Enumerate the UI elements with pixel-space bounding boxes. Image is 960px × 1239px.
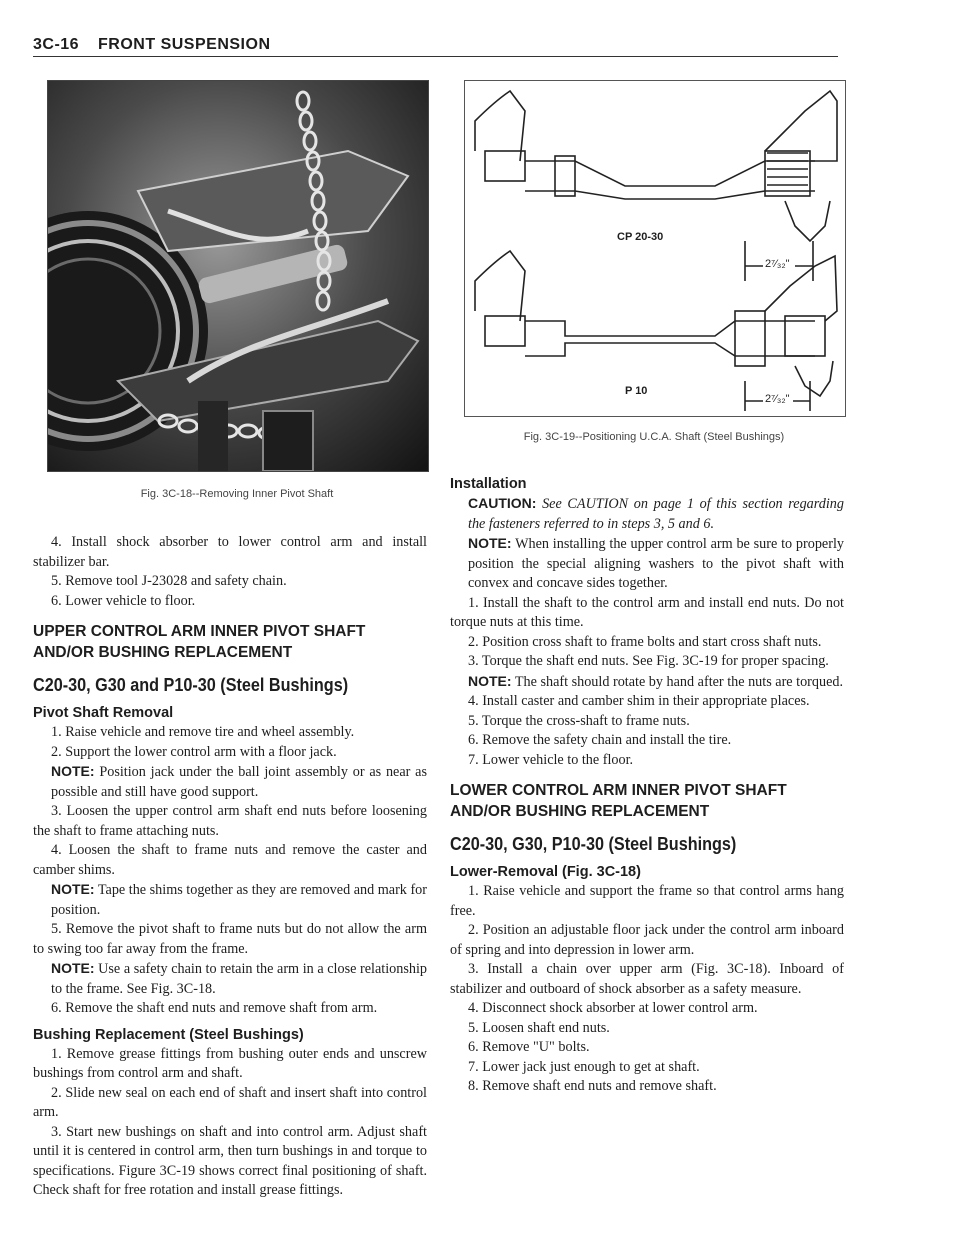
figure-3c-18-photo — [47, 80, 429, 472]
right-column — [450, 474, 844, 1097]
note-text: Tape the shims together as they are removed and mark for position. — [51, 882, 427, 918]
diagram-label-cp-20-30: CP 20-30 — [617, 231, 664, 243]
step: 3. Start new bushings on shaft and into control arm. Adjust shaft until it is centered in control arm, then turn bushings in and torque to specifications. Figure 3C-19 shows correct final positioning of shaft. Check shaft for free rotation and install grease fittings. — [33, 1123, 427, 1198]
step: 4. Loosen the shaft to frame nuts and remove the caster and camber shims. — [33, 842, 427, 878]
step: 6. Remove the shaft end nuts and remove shaft from arm. — [51, 1000, 378, 1016]
step: 2. Slide new seal on each end of shaft and insert shaft into control arm. — [33, 1084, 427, 1120]
step: 6. Remove the safety chain and install the tire. — [468, 732, 732, 748]
step: 3. Loosen the upper control arm shaft end nuts before loosening the shaft to frame attaching nuts. — [33, 803, 427, 839]
step: 7. Lower vehicle to the floor. — [468, 751, 634, 768]
procedure-heading-bushing-replacement: Bushing Replacement (Steel Bushings) — [33, 1026, 304, 1043]
diagram-label-p10: P 10 — [625, 385, 648, 397]
note-text: Use a safety chain to retain the arm in a close relationship to the frame. See Fig. 3C-18. — [51, 961, 427, 997]
section-heading-lower-arm: LOWER CONTROL ARM INNER PIVOT SHAFT AND/OR BUSHING REPLACEMENT — [450, 782, 787, 820]
diagram-dimension-top: 2⁷⁄₃₂" — [765, 258, 790, 270]
figure-3c-19-caption: Fig. 3C-19--Positioning U.C.A. Shaft (Steel Bushings) — [523, 431, 785, 443]
step: 1. Raise vehicle and support the frame so that control arms hang free. — [450, 883, 844, 919]
note-label: NOTE: — [468, 535, 512, 551]
section-heading-upper-arm: UPPER CONTROL ARM INNER PIVOT SHAFT AND/OR BUSHING REPLACEMENT — [33, 623, 366, 661]
step: 1. Raise vehicle and remove tire and wheel assembly. — [51, 724, 355, 740]
note-label: NOTE: — [51, 763, 95, 779]
note-label: NOTE: — [468, 672, 512, 689]
procedure-heading-pivot-shaft-removal: Pivot Shaft Removal — [33, 705, 174, 721]
note — [33, 880, 427, 920]
subsection-heading: C20-30, G30 and P10-30 (Steel Bushings) — [33, 675, 349, 695]
note — [33, 762, 427, 802]
step: 6. Remove "U" bolts. — [468, 1039, 590, 1055]
note-text: Position jack under the ball joint assembly or as near as possible and still have good support. — [51, 764, 427, 800]
paragraph: 4. Install shock absorber to lower control arm and install stabilizer bar. — [33, 534, 427, 570]
note-text: When installing the upper control arm be sure to properly position the special aligning washers to the pivot shaft with convex and concave sides together. — [468, 536, 844, 591]
note — [450, 672, 844, 693]
caution-label: CAUTION: — [468, 495, 537, 511]
figure-3c-18-caption: Fig. 3C-18--Removing Inner Pivot Shaft — [140, 488, 334, 500]
step: 5. Loosen shaft end nuts. — [468, 1019, 610, 1036]
step: 2. Position an adjustable floor jack under the control arm inboard of spring and into depression in lower arm. — [450, 922, 844, 958]
step: 4. Install caster and camber shim in their appropriate places. — [468, 693, 810, 709]
shaft-positioning-diagram — [465, 81, 845, 416]
note — [450, 534, 844, 594]
caution-text: See CAUTION on page 1 of this section regarding the fasteners referred to in steps 3, 5 and 6. — [468, 496, 844, 532]
step: 3. Install a chain over upper arm (Fig. 3C-18). Inboard of stabilizer and outboard of shock absorber as a safety measure. — [450, 961, 844, 997]
subsection-heading: C20-30, G30, P10-30 (Steel Bushings) — [450, 834, 737, 854]
step: 5. Remove the pivot shaft to frame nuts but do not allow the arm to swing too far away from the frame. — [33, 921, 427, 957]
note-label: NOTE: — [51, 881, 95, 897]
figure-3c-19-drawing — [464, 80, 846, 417]
step: 5. Torque the cross-shaft to frame nuts. — [468, 712, 690, 729]
step: 2. Support the lower control arm with a floor jack. — [51, 743, 337, 760]
header-rule — [33, 56, 838, 57]
procedure-heading-lower-removal: Lower-Removal (Fig. 3C-18) — [450, 864, 641, 880]
page-number: 3C-16 — [33, 36, 80, 53]
left-column — [33, 533, 427, 1201]
note — [33, 959, 427, 999]
paragraph: 6. Lower vehicle to floor. — [51, 592, 196, 609]
step: 4. Disconnect shock absorber at lower control arm. — [468, 1000, 758, 1016]
step: 7. Lower jack just enough to get at shaft. — [468, 1058, 700, 1075]
suspension-photo-illustration — [48, 81, 428, 471]
step: 1. Install the shaft to the control arm and install end nuts. Do not torque nuts at this time. — [450, 594, 844, 630]
diagram-dimension-bottom: 2⁷⁄₃₂" — [765, 393, 790, 405]
page-header — [33, 36, 838, 58]
caution — [450, 494, 844, 534]
step: 1. Remove grease fittings from bushing outer ends and unscrew bushings from control arm and shaft. — [33, 1045, 427, 1081]
step: 3. Torque the shaft end nuts. See Fig. 3C-19 for proper spacing. — [468, 653, 829, 669]
note-label: NOTE: — [51, 960, 95, 976]
section-title: FRONT SUSPENSION — [98, 36, 271, 53]
procedure-heading-installation: Installation — [450, 476, 527, 492]
step: 8. Remove shaft end nuts and remove shaft. — [468, 1078, 717, 1094]
step: 2. Position cross shaft to frame bolts and start cross shaft nuts. — [468, 633, 822, 650]
paragraph: 5. Remove tool J-23028 and safety chain. — [51, 573, 287, 589]
note-text: The shaft should rotate by hand after the nuts are torqued. — [511, 673, 844, 690]
